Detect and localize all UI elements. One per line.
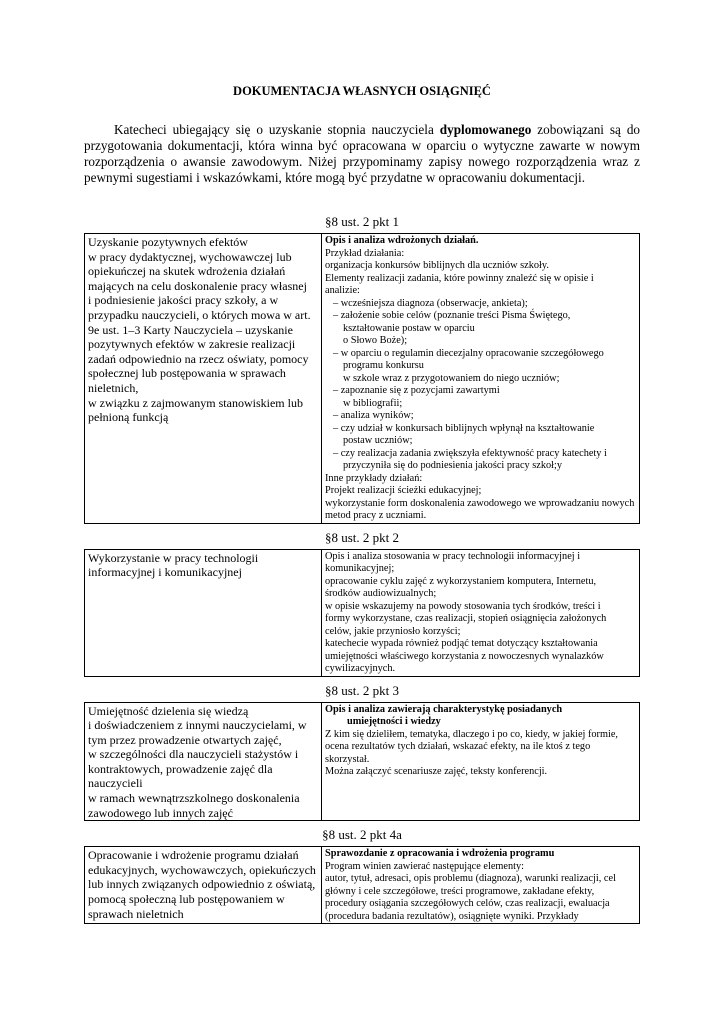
section-table (84, 702, 640, 822)
requirement-line: w pracy dydaktycznej, wychowawczej lub (88, 249, 292, 264)
description-line: Przykład działania: (325, 247, 405, 259)
requirement-line: informacyjnej i komunikacyjnej (88, 565, 242, 580)
section-table (84, 233, 640, 524)
description-title: Sprawozdanie z opracowania i wdrożenia programu (325, 848, 555, 860)
table-row (85, 702, 640, 821)
description-cell (322, 702, 640, 821)
intro-text-start: Katecheci ubiegający się o uzyskanie stopnia nauczyciela (114, 122, 440, 137)
description-title-continued: umiejętności i wiedzy (347, 716, 441, 727)
description-line: celów, jakie przyniosło korzyści; (325, 625, 461, 637)
description-line: główny i cele szczegółowe, treści programowe, zakładane efekty, (325, 885, 595, 897)
requirement-line: mających na celu doskonalenie pracy własnej (88, 278, 307, 293)
description-line: Można załączyć scenariusze zajęć, teksty konferencji. (325, 766, 548, 777)
description-line: Program winien zawierać następujące elementy: (325, 860, 524, 872)
bullet-item: – w oparciu o regulamin diecezjalny opracowanie szczegółowego (333, 347, 604, 359)
description-line: organizacja konkursów biblijnych dla uczniów szkoły. (325, 260, 549, 271)
requirement-line: i podniesienie jakości pracy szkoły, a w (88, 293, 279, 308)
requirement-line: w szczególności dla nauczycieli stażystów i (88, 747, 299, 762)
description-line: cywilizacyjnych. (325, 663, 396, 674)
description-cell (322, 234, 640, 524)
description-line: środków audiowizualnych; (325, 588, 437, 599)
requirement-line: Uzyskanie pozytywnych efektów (88, 235, 248, 249)
requirement-cell (85, 549, 322, 676)
requirement-line: lub innych związanych odpowiednio z oświatą, (88, 877, 316, 892)
bullet-item: – czy udział w konkursach biblijnych wpłynął na kształtowanie (333, 422, 595, 434)
description-line: ocena rezultatów tych działań, wskazać efekty, na ile ktoś z tego (325, 741, 591, 752)
description-line: w bibliografii; (343, 397, 403, 409)
description-line: autor, tytuł, adresaci, opis problemu (diagnoza), warunki realizacji, cel (325, 873, 616, 885)
bullet-item: – założenie sobie celów (poznanie treści Pisma Świętego, (333, 310, 571, 321)
sections-container (84, 214, 640, 924)
description-line: opracowanie cyklu zajęć z wykorzystaniem komputera, Internetu, (325, 575, 597, 587)
intro-text-end: zobowiązani są do przygotowania dokumentacji, która winna być opracowana w oparciu o wytyczne zawarte w nowym rozporządzenia o awansie zawodowym. Niżej przypominamy zapisy nowego rozporządzenia wraz z pewnymi sugestiami i wskazówkami, które mogą być przydatne w opracowaniu dokumentacji. (84, 122, 641, 185)
section-table (84, 846, 640, 924)
description-cell (322, 847, 640, 924)
requirement-cell (85, 702, 322, 821)
description-title: Opis i analiza wdrożonych działań. (325, 235, 479, 246)
section-table (84, 549, 640, 677)
description-line: skorzystał. (325, 753, 370, 765)
description-line: w szkole wraz z przygotowaniem do niego uczniów; (343, 372, 560, 384)
description-line: Elementy realizacji zadania, które powinny znaleźć się w opisie i (325, 272, 594, 284)
requirement-line: edukacyjnych, wychowawczych, opiekuńczych (88, 862, 316, 877)
description-line: kształtowanie postaw w oparciu (343, 322, 475, 334)
requirement-line: pomocą społeczną lub postępowaniem w (88, 892, 285, 907)
intro-paragraph (84, 122, 640, 186)
section-heading: §8 ust. 2 pkt 3 (324, 682, 400, 698)
description-cell (322, 549, 640, 676)
requirement-line: nauczycieli (88, 776, 143, 791)
intro-bold-word: dyplomowanego (439, 122, 532, 137)
section-heading: §8 ust. 2 pkt 4a (322, 827, 402, 843)
description-line: postaw uczniów; (343, 435, 413, 446)
requirement-line: w związku z zajmowanym stanowiskiem lub (88, 395, 303, 410)
description-title: Opis i analiza zawierają charakterystykę posiadanych (325, 703, 563, 715)
description-line: programu konkursu (343, 360, 424, 371)
table-row (85, 847, 640, 924)
requirement-line: i doświadczeniem z innymi nauczycielami, w (88, 718, 307, 733)
table-row (85, 234, 640, 524)
requirement-line: pełnioną funkcją (88, 410, 169, 425)
requirement-line: nieletnich, (88, 380, 139, 395)
document-title: DOKUMENTACJA WŁASNYCH OSIĄGNIĘĆ (233, 84, 491, 98)
requirement-line: Opracowanie i wdrożenie programu działań (88, 848, 299, 863)
description-line: o Słowo Boże); (343, 335, 408, 346)
description-line: komunikacyjnej; (325, 563, 395, 574)
description-line: Opis i analiza stosowania w pracy technologii informacyjnej i (325, 550, 581, 562)
requirement-line: zadań odpowiednio na rzecz oświaty, pomocy (88, 351, 309, 366)
requirement-line: zawodowego lub innych zajęć (88, 805, 233, 820)
requirement-line: 9e ust. 1–3 Karty Nauczyciela – uzyskanie (88, 322, 293, 337)
description-line: katechecie wypada również podjąć temat dotyczący kształtowania (325, 638, 598, 649)
requirement-line: tym przez prowadzenie otwartych zajęć, (88, 732, 282, 747)
description-line: metod pracy z uczniami. (325, 510, 427, 521)
requirement-line: Wykorzystanie w pracy technologii (88, 550, 259, 565)
description-line: w opisie wskazujemy na powody stosowania tych środków, treści i (325, 600, 601, 612)
requirement-line: w ramach wewnątrzszkolnego doskonalenia (88, 791, 300, 806)
requirement-line: pozytywnych efektów w zakresie realizacji (88, 337, 296, 352)
description-line: Projekt realizacji ścieżki edukacyjnej; (325, 485, 482, 496)
description-line: umiejętności właściwego korzystania z nowoczesnych wynalazków (325, 650, 604, 662)
bullet-item: – zapoznanie się z pozycjami zawartymi (333, 385, 500, 396)
description-line: wykorzystanie form doskonalenia zawodowego we wprowadzaniu nowych (325, 497, 635, 509)
requirement-cell (85, 234, 322, 524)
requirement-cell (85, 847, 322, 924)
section-heading: §8 ust. 2 pkt 2 (324, 529, 400, 545)
description-line: Z kim się dzieliłem, tematyka, dlaczego i po co, kiedy, w jakiej formie, (325, 728, 618, 740)
requirement-line: kontraktowych, prowadzenie zajęć dla (88, 761, 273, 776)
description-line: Inne przykłady działań: (325, 472, 423, 484)
description-line: przyczyniła się do podniesienia jakości pracy szkoł;y (343, 460, 563, 471)
requirement-line: Umiejętność dzielenia się wiedzą (88, 703, 249, 718)
requirement-line: społecznej lub postępowania w sprawach (88, 366, 286, 381)
bullet-item: – analiza wyników; (333, 410, 414, 421)
document-page (84, 82, 640, 924)
requirement-line: opiekuńczej na skutek wdrożenia działań (88, 264, 286, 279)
bullet-item: – czy realizacja zadania zwiększyła efektywność pracy katechety i (333, 447, 607, 459)
bullet-item: – wcześniejsza diagnoza (obserwacje, ankieta); (333, 297, 528, 309)
table-row (85, 549, 640, 676)
section-heading: §8 ust. 2 pkt 1 (324, 214, 400, 229)
description-line: (procedura badania rezultatów), osiągnięte wyniki. Przykłady (325, 910, 579, 922)
requirement-line: sprawach nieletnich (88, 906, 184, 921)
description-line: procedury osiągania szczegółowych celów, czas realizacji, ewaluacja (325, 898, 610, 910)
description-line: analizie: (325, 285, 360, 296)
requirement-line: przypadku nauczycieli, o których mowa w art. (88, 307, 311, 322)
description-line: formy wykorzystane, czas realizacji, stopień osiągnięcia założonych (325, 613, 607, 624)
